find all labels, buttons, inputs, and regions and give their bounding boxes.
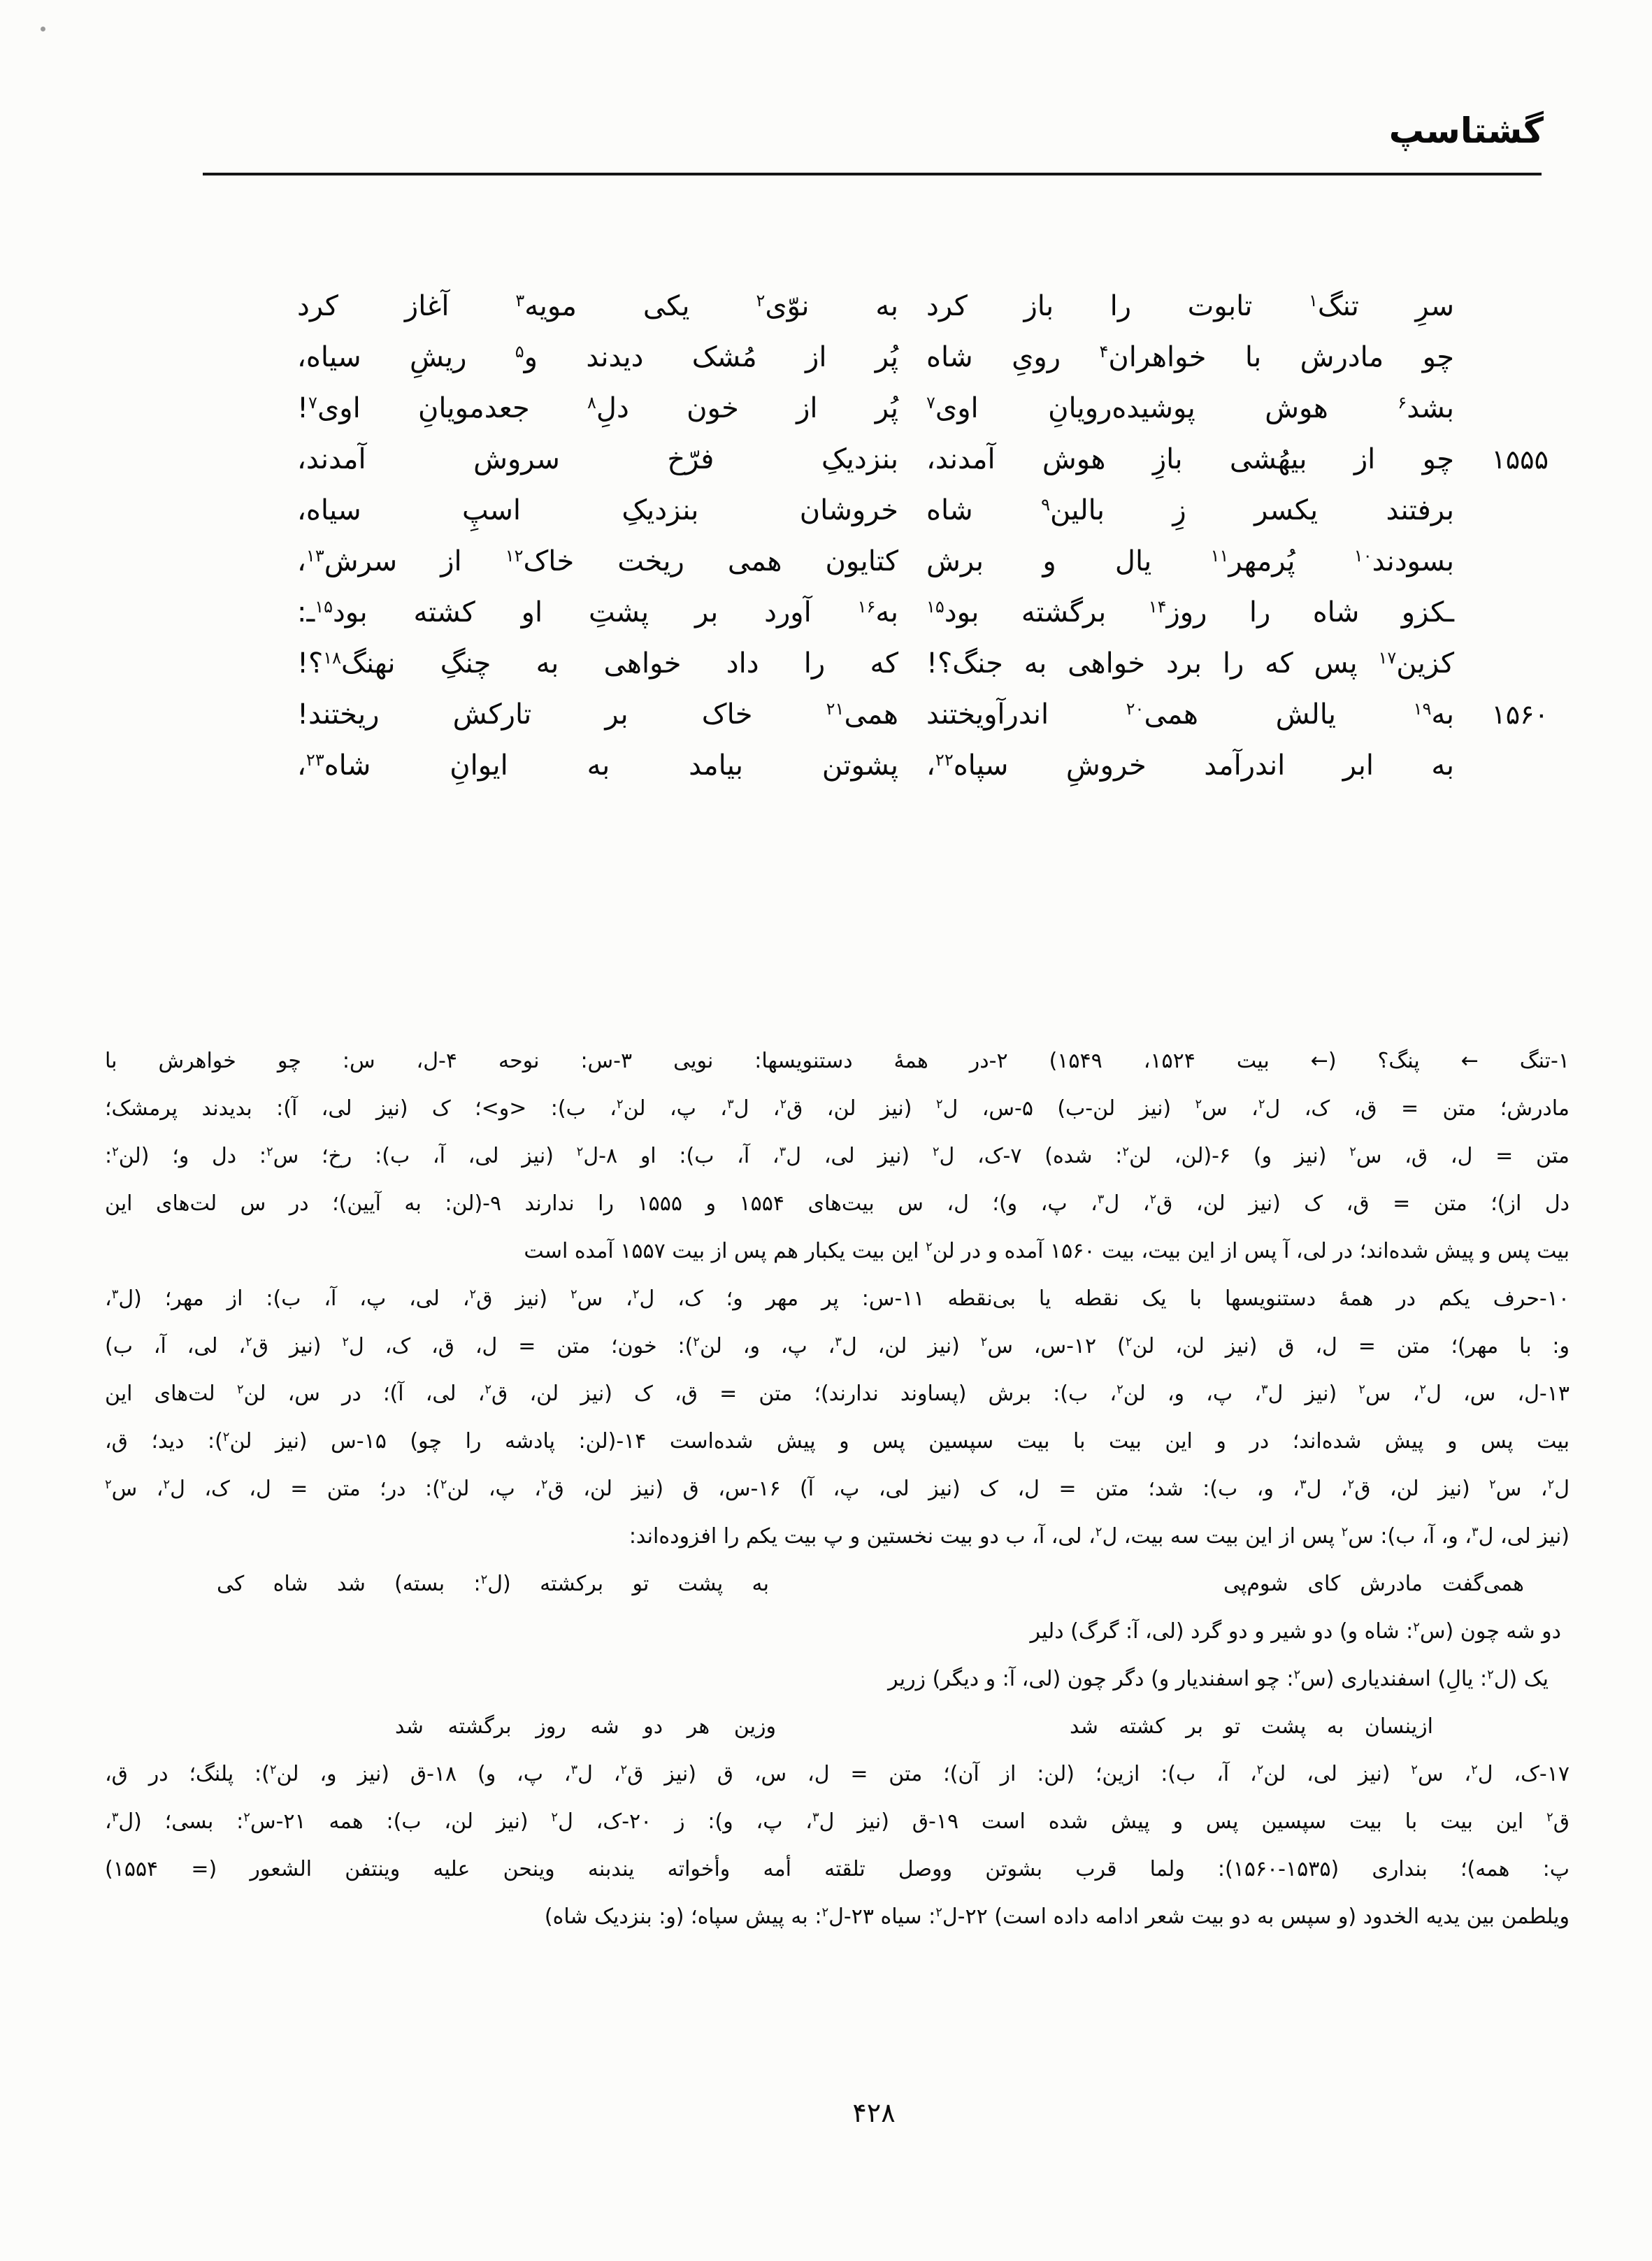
apparatus-line: بیت پس و پیش شده‌اند؛ در و این بیت با بیت سپسین پس و پیش شده‌است ۱۴-(لن: پادشه را چو) ۱۵-س (نیز لن$^۲$): دید؛ ق، xyxy=(105,1429,1570,1454)
second-hemistich: پُر از خون دلِ$^۸$ جعدمویانِ اوی$^۷$! xyxy=(297,392,898,424)
first-hemistich: بسودند$^{۱۰}$ پُرمهر$^{۱۱}$ یال و برش xyxy=(926,545,1454,577)
apparatus-line: و: با مهر)؛ متن = ل، ق (نیز لن، لن$^۲$) ۱۲-س، س$^۲$ (نیز لن، ل$^۳$، پ، و، لن$^۲$): خون؛ متن = ل، ق، ک، ل$^۲$ (نیز ق$^۲$، لی، آ، ب) xyxy=(105,1334,1570,1358)
second-hemistich: به نوّی$^۲$ یکی مویه$^۳$ آغاز کرد xyxy=(297,290,898,322)
apparatus-line: دل از)؛ متن = ق، ک (نیز لن، ق$^۲$، ل$^۳$، پ، و)؛ ل، س بیت‌های ۱۵۵۴ و ۱۵۵۵ را ندارند ۹-(لن: به آیین)؛ در س لت‌های این xyxy=(105,1191,1570,1216)
verse-number-1555: ۱۵۵۵ xyxy=(1491,444,1549,475)
verse-number xyxy=(1454,281,1549,332)
apparatus-line: ۱۰-حرف یکم در همهٔ دستنویسها با یک نقطه یا بی‌نقطه ۱۱-س: پر مهر و؛ ک، ل$^۲$، س$^۲$ (نیز ق$^۲$، لی، پ، آ، ب): از مهر؛ (ل$^۳$، xyxy=(105,1286,1570,1311)
verse-number xyxy=(1454,332,1549,383)
second-hemistich: بنزدیکِ فرّخ سروش آمدند، xyxy=(297,443,898,475)
first-hemistich: چو از بیهُشی بازِ هوش آمدند، xyxy=(926,443,1454,475)
header-rule xyxy=(203,173,1542,175)
second-hemistich: خروشان بنزدیکِ اسپِ سیاه، xyxy=(297,494,898,526)
verse-number xyxy=(1454,740,1549,791)
second-hemistich: کتایون همی ریخت خاک$^{۱۲}$ از سرش$^{۱۳}$، xyxy=(297,545,898,577)
first-hemistich: به$^{۱۹}$ یالش همی$^{۲۰}$ اندرآویختند xyxy=(926,698,1454,731)
first-hemistich: کزین$^{۱۷}$ پس که را برد خواهی به جنگ؟! xyxy=(926,647,1454,680)
verse-number xyxy=(1454,587,1549,638)
verse-row xyxy=(297,689,1549,740)
second-hemistich: پُر از مُشک دیدند و$^۵$ ریشِ سیاه، xyxy=(297,341,898,373)
verse-row xyxy=(297,332,1549,383)
verse-row xyxy=(297,434,1549,485)
verse-row xyxy=(297,740,1549,791)
scan-speck xyxy=(41,27,45,31)
apparatus-line: بیت پس و پیش شده‌اند؛ در لی، آ پس از این بیت، بیت ۱۵۶۰ آمده و در لن$^۲$ این بیت یکبار هم پس از بیت ۱۵۵۷ آمده است xyxy=(524,1239,1570,1263)
poem-block xyxy=(297,281,1549,791)
quoted-first-hemistich: همی‌گفت مادرش کای شوم‌پی xyxy=(1223,1572,1524,1596)
first-hemistich: چو مادرش با خواهران$^۴$ رویِ شاه xyxy=(926,341,1455,373)
apparatus-line: (نیز لی، ل$^۳$، و، آ، ب): س$^۲$ پس از این بیت سه بیت، ل$^۲$، لی، آ، ب دو بیت نخستین و پ بیت یکم را افزوده‌اند: xyxy=(629,1524,1570,1549)
apparatus-line: ق$^۲$ این بیت با بیت سپسین پس و پیش شده است ۱۹-ق (نیز ل$^۳$، پ، و): ز ۲۰-ک، ل$^۲$ (نیز لن، ب): همه ۲۱-س$^۲$: بسی؛ (ل$^۳$، xyxy=(105,1809,1570,1834)
verse-number-1560: ۱۵۶۰ xyxy=(1491,699,1549,730)
first-hemistich: به ابر اندرآمد خروشِ سپاه$^{۲۲}$، xyxy=(926,749,1454,782)
verse-row xyxy=(297,587,1549,638)
second-hemistich: که را داد خواهی به چنگِ نهنگ$^{۱۸}$؟! xyxy=(297,647,898,680)
page-number: ۴۲۸ xyxy=(852,2097,896,2128)
quoted-first-hemistich: ازینسان به پشت تو بر کشته شد xyxy=(1070,1714,1433,1739)
quoted-second-hemistich: وزین هر دو شه روز برگشته شد xyxy=(395,1714,776,1739)
apparatus-line: ویلطمن بین یدیه الخدود (و سپس به دو بیت شعر ادامه داده است) ۲۲-ل$^۲$: سیاه ۲۳-ل$^۲$: به پیش سپاه؛ (و: بنزدیک شاه) xyxy=(544,1904,1570,1929)
apparatus-line: مادرش؛ متن = ق، ک، ل$^۲$، س$^۲$ (نیز لن-ب) ۵-س، ل$^۲$ (نیز لن، ق$^۲$، ل$^۳$، پ، لن$^۲$، ب): <و>؛ ک (نیز لی، آ): بدیدند پرمشک؛ xyxy=(105,1096,1570,1121)
first-hemistich: برفتند یکسر زِ بالین$^۹$ شاه xyxy=(926,494,1454,526)
running-header-title: گشتاسپ xyxy=(1388,110,1544,151)
second-hemistich: به$^{۱۶}$ آورد بر پشتِ او کشته بود$^{۱۵}$ـ: xyxy=(297,596,898,629)
first-hemistich: بشد$^۶$ هوش پوشیده‌رویانِ اوی$^۷$ xyxy=(926,392,1454,424)
apparatus-line: ۱۳-ل، س، ل$^۲$، س$^۲$ (نیز ل$^۳$، پ، و، لن$^۲$، ب): برش (پساوند ندارند)؛ متن = ق، ک (نیز لن، ق$^۲$، لی، آ)؛ در س، لن$^۲$ لت‌های این xyxy=(105,1381,1570,1406)
verse-row xyxy=(297,536,1549,587)
apparatus-line: متن = ل، ق، س$^۲$ (نیز و) ۶-(لن، لن$^۲$: شده) ۷-ک، ل$^۲$ (نیز لی، ل$^۳$، آ، ب): او ۸-ل$^۲$ (نیز لی، آ، ب): رخ؛ س$^۲$: دل و؛ (لن$^۲$: xyxy=(105,1144,1570,1168)
verse-number xyxy=(1454,638,1549,689)
critical-apparatus xyxy=(105,1038,1570,1941)
verse-number xyxy=(1454,485,1549,536)
verse-number xyxy=(1454,536,1549,587)
quoted-verse-couplet xyxy=(105,1703,1570,1751)
apparatus-line: ۱-تنگ ← پنگ؟ (← بیت ۱۵۲۴، ۱۵۴۹) ۲-در همهٔ دستنویسها: نویی ۳-س: نوحه ۴-ل، س: چو خواهرش با xyxy=(105,1049,1570,1073)
quoted-verse-couplet xyxy=(105,1560,1570,1608)
apparatus-line: ۱۷-ک، ل$^۲$، س$^۲$ (نیز لی، لن$^۲$، آ، ب): ازین؛ (لن: از آن)؛ متن = ل، س، ق (نیز ق$^۲$، ل$^۳$، پ، و) ۱۸-ق (نیز و، لن$^۲$): پلنگ؛ در ق، xyxy=(105,1762,1570,1786)
quoted-second-hemistich: به پشت تو برکشته (ل$^۲$: بسته) شد شاه کی xyxy=(217,1572,769,1596)
first-hemistich: ـکزو شاه را روز$^{۱۴}$ برگشته بود$^{۱۵}$ xyxy=(926,596,1455,629)
second-hemistich: پشوتن بیامد به ایوانِ شاه$^{۲۳}$، xyxy=(297,749,898,782)
apparatus-line: ل$^۲$، س$^۲$ (نیز لن، ق$^۲$، ل$^۳$، و، ب): شد؛ متن = ل، ک (نیز لی، پ، آ) ۱۶-س، ق (نیز لن، ق$^۲$، پ، لن$^۲$): در؛ متن = ل، ک، ل$^۲$، س$^۲$ xyxy=(105,1477,1570,1501)
verse-row xyxy=(297,485,1549,536)
verse-number xyxy=(1454,383,1549,434)
quoted-verse-line: دو شه چون (س$^۲$: شاه و) دو شیر و دو گرد (لی، آ: گرگ) دلیر xyxy=(1030,1619,1561,1644)
first-hemistich: سرِ تنگ$^۱$ تابوت را باز کرد xyxy=(926,290,1454,322)
verse-row xyxy=(297,383,1549,434)
quoted-verse-line: یک (ل$^۲$: یالِ) اسفندیاری (س$^۲$: چو اسفندیار و) دگر چون (لی، آ: و دیگر) زریر xyxy=(888,1667,1549,1691)
second-hemistich: همی$^{۲۱}$ خاک بر تارکش ریختند! xyxy=(297,698,898,731)
verse-row xyxy=(297,638,1549,689)
apparatus-line: پ: همه)؛ بنداری (۱۵۳۵-۱۵۶۰): ولما قرب بشوتن ووصل تلقته أمه وأخواته یندبنه وینحن علیه وینتفن الشعور (= ۱۵۵۴) xyxy=(105,1857,1570,1881)
verse-row xyxy=(297,281,1549,332)
